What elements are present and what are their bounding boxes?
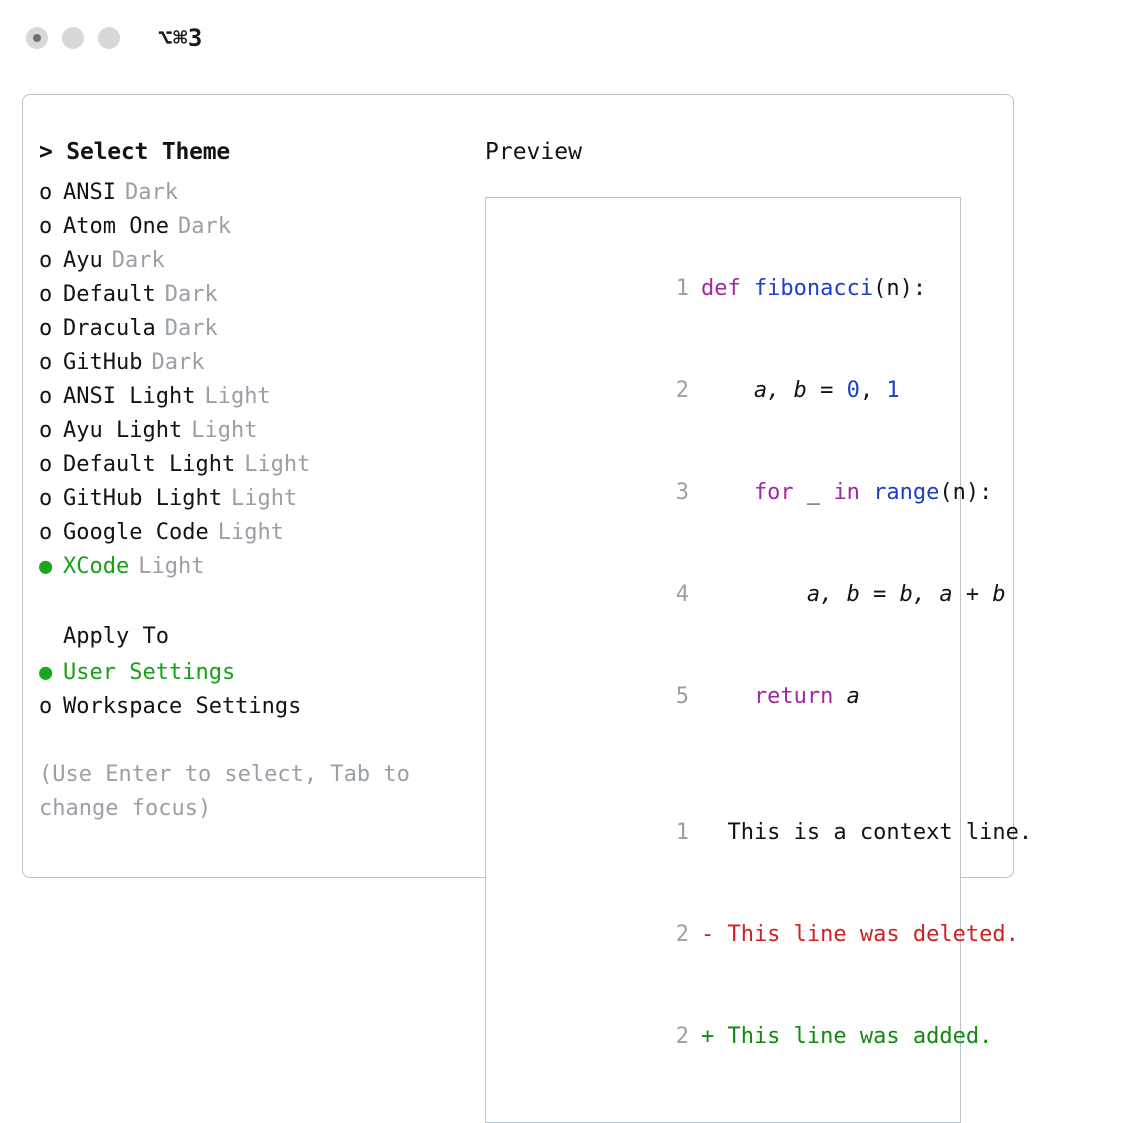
apply-to-list[interactable] [39, 656, 485, 724]
code-token: fibonacci [753, 276, 874, 301]
theme-list-column [23, 139, 485, 877]
radio-icon[interactable]: o [39, 180, 53, 205]
code-token: 0 [846, 378, 860, 403]
diff-sign: - [700, 922, 715, 947]
theme-variant: Light [138, 554, 205, 579]
code-token [860, 480, 873, 505]
theme-variant: Dark [124, 180, 178, 205]
code-token: , [859, 378, 887, 403]
window-dot-active-icon[interactable] [26, 27, 48, 49]
radio-icon[interactable]: o [39, 520, 53, 545]
theme-label: GitHub [63, 350, 143, 375]
list-item-selected[interactable] [39, 550, 485, 584]
code-token: 1 [886, 378, 900, 403]
apply-to-label: User Settings [63, 660, 236, 685]
diff-sign [701, 820, 714, 845]
code-token: in [833, 480, 860, 505]
radio-icon[interactable]: o [39, 350, 53, 375]
theme-label: ANSI [63, 180, 116, 205]
theme-label: Ayu [63, 248, 103, 273]
preview-column [485, 139, 1033, 1049]
theme-label: Atom One [63, 214, 169, 239]
line-number: 1 [675, 820, 689, 845]
window-controls[interactable] [26, 27, 120, 49]
radio-icon[interactable]: o [39, 214, 53, 239]
theme-variant: Light [217, 520, 284, 545]
code-token: a [833, 684, 860, 709]
theme-label: Dracula [63, 316, 156, 341]
theme-label: Default Light [63, 452, 236, 477]
radio-icon[interactable]: o [39, 248, 53, 273]
diff-text: This line was deleted. [714, 922, 1019, 947]
line-number: 1 [675, 276, 689, 301]
theme-variant: Dark [164, 282, 218, 307]
theme-variant: Dark [164, 316, 218, 341]
list-item[interactable] [39, 278, 485, 312]
code-token: for [753, 480, 794, 505]
list-item[interactable] [39, 448, 485, 482]
code-token: a, b = b, a + b [700, 582, 1006, 607]
list-item[interactable] [39, 244, 485, 278]
code-token: (n): [939, 480, 993, 505]
code-spacer [508, 748, 938, 782]
line-number: 3 [675, 480, 689, 505]
radio-icon[interactable]: o [39, 418, 53, 443]
radio-icon[interactable]: o [39, 452, 53, 477]
theme-variant: Light [191, 418, 258, 443]
code-line [508, 340, 938, 442]
theme-variant: Dark [111, 248, 165, 273]
theme-picker-panel [22, 94, 1033, 1049]
diff-text: This is a context line. [714, 820, 1033, 845]
theme-variant: Light [244, 452, 311, 477]
title-bar [0, 0, 1140, 76]
apply-to-label: Workspace Settings [63, 694, 302, 719]
window-dot-icon-3[interactable] [98, 27, 120, 49]
theme-label: Google Code [63, 520, 209, 545]
code-line [508, 544, 1006, 646]
preview-title: Preview [485, 139, 582, 165]
code-token: _ [793, 480, 834, 505]
line-number: 2 [675, 922, 689, 947]
radio-icon-selected[interactable]: ● [39, 660, 53, 685]
diff-sign: + [700, 1024, 715, 1049]
code-token: def [700, 276, 754, 301]
code-preview-box [485, 197, 1033, 1123]
diff-text: This line was added. [714, 1024, 993, 1049]
code-line [508, 442, 993, 544]
apply-to-heading: Apply To [63, 624, 169, 649]
theme-label: GitHub Light [63, 486, 222, 511]
list-item-workspace-settings[interactable] [39, 690, 485, 724]
radio-icon[interactable]: o [39, 316, 53, 341]
code-token: return [753, 684, 834, 709]
code-token: range [873, 480, 940, 505]
theme-label: XCode [63, 554, 130, 579]
theme-list[interactable] [39, 176, 485, 584]
line-number: 2 [675, 1024, 689, 1049]
theme-label: ANSI Light [63, 384, 196, 409]
list-item[interactable] [39, 312, 485, 346]
line-number: 5 [675, 684, 689, 709]
diff-line-context [508, 782, 1033, 884]
code-token [701, 684, 754, 709]
keyboard-hint: (Use Enter to select, Tab to change focus) [39, 762, 410, 821]
theme-label: Default [63, 282, 156, 307]
list-item[interactable] [39, 414, 485, 448]
diff-line-deleted [508, 884, 1019, 986]
code-token: (n): [873, 276, 927, 301]
theme-variant: Light [204, 384, 271, 409]
list-item[interactable] [39, 210, 485, 244]
radio-icon[interactable]: o [39, 694, 53, 719]
list-item-user-settings[interactable] [39, 656, 485, 690]
list-item[interactable] [39, 176, 485, 210]
list-item[interactable] [39, 346, 485, 380]
radio-icon-selected[interactable]: ● [39, 554, 53, 579]
code-line [508, 646, 938, 748]
line-number: 4 [675, 582, 689, 607]
radio-icon[interactable]: o [39, 384, 53, 409]
radio-icon[interactable]: o [39, 282, 53, 307]
theme-variant: Light [230, 486, 298, 511]
list-item[interactable] [39, 482, 485, 516]
theme-label: Ayu Light [63, 418, 183, 443]
theme-variant: Dark [177, 214, 231, 239]
diff-line-added [508, 986, 993, 1088]
code-line [508, 238, 938, 340]
list-item[interactable] [39, 516, 485, 550]
radio-icon[interactable]: o [39, 486, 53, 511]
code-token: a, b = [700, 378, 847, 403]
window-dot-icon-2[interactable] [62, 27, 84, 49]
code-token [701, 480, 754, 505]
page-title: > Select Theme [39, 139, 231, 165]
theme-variant: Dark [151, 350, 205, 375]
line-number: 2 [675, 378, 689, 403]
list-item[interactable] [39, 380, 485, 414]
keyboard-shortcut-label: ⌥⌘3 [158, 24, 203, 52]
